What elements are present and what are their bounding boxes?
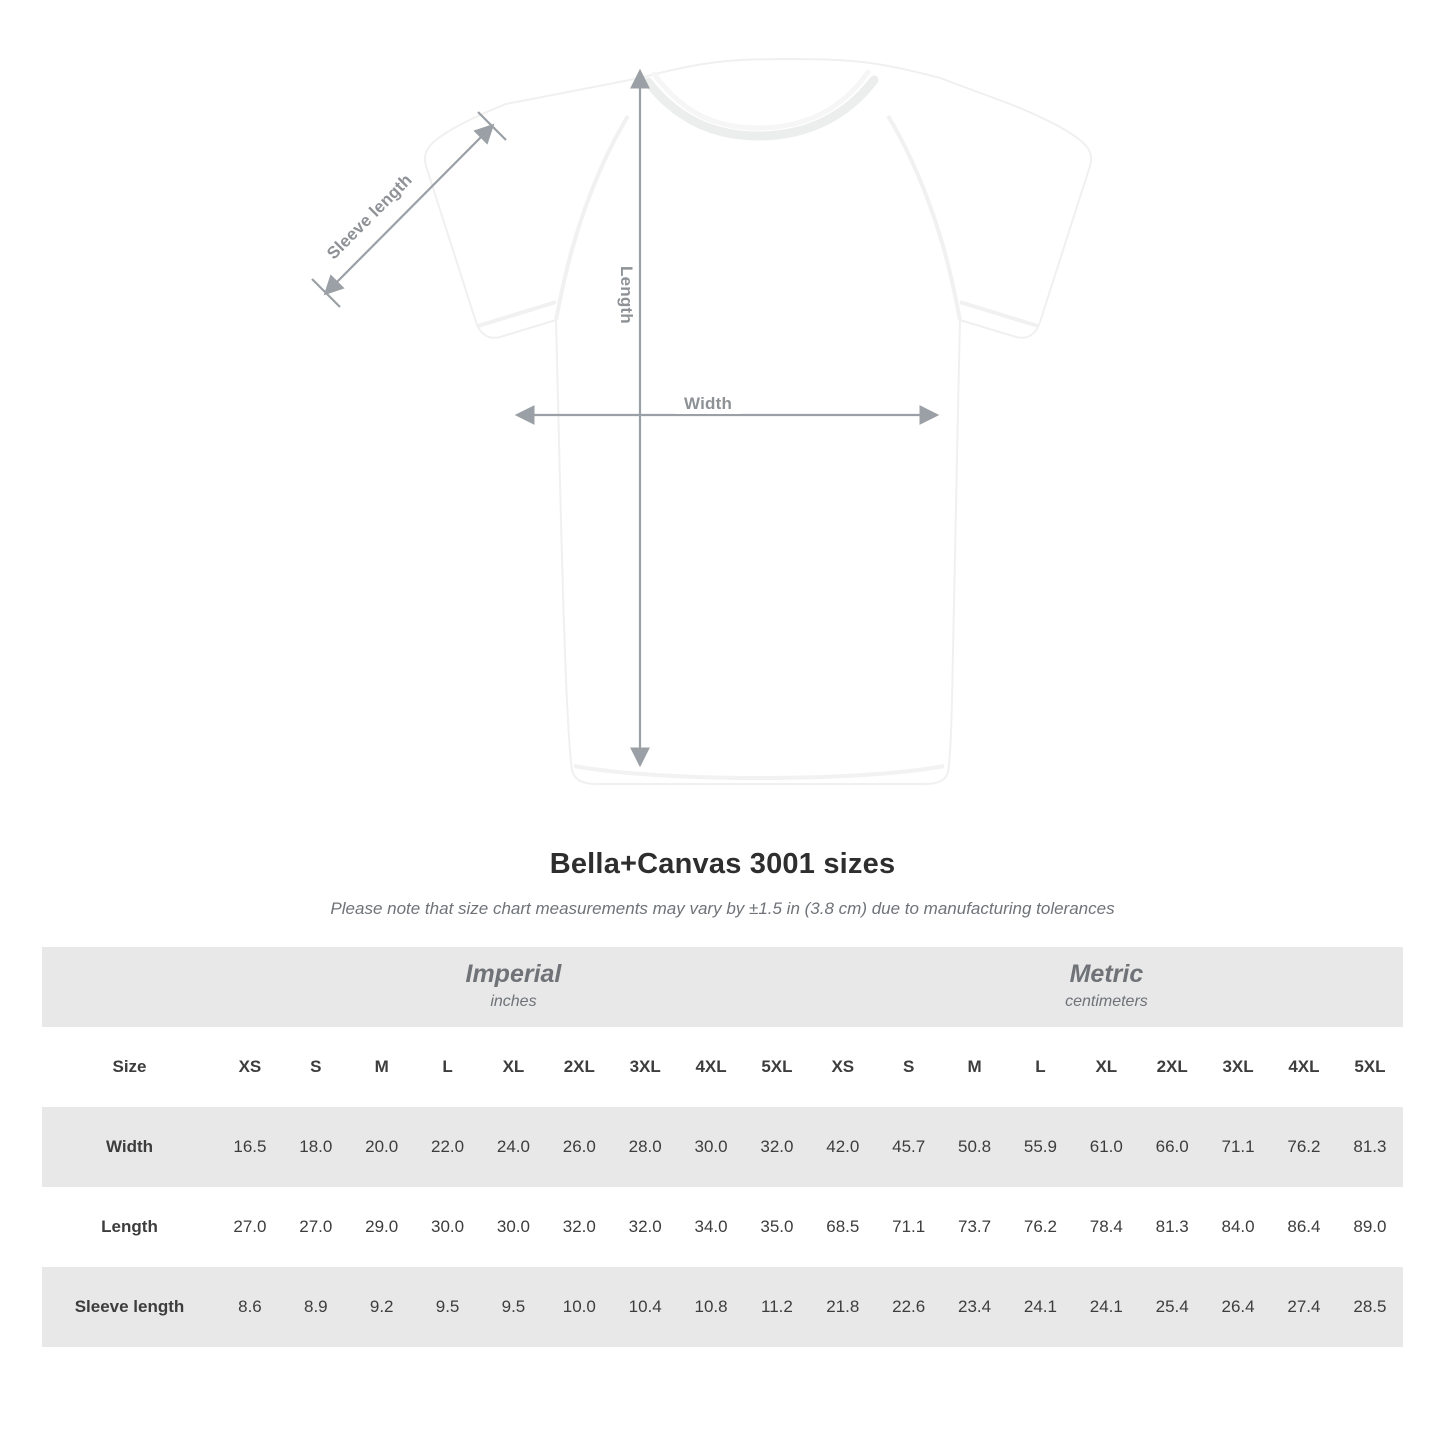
unit-group-metric <box>810 947 1403 1027</box>
unit-group-metric-sub: centimeters <box>1065 992 1148 1010</box>
cell-sleeve-imperial-4xl: 10.8 <box>678 1267 744 1347</box>
col-header-metric-2xl: 2XL <box>1139 1027 1205 1107</box>
cell-length-imperial-xl: 30.0 <box>481 1187 547 1267</box>
cell-length-imperial-s: 27.0 <box>283 1187 349 1267</box>
shirt-shape <box>425 59 1091 784</box>
cell-sleeve-metric-3xl: 26.4 <box>1205 1267 1271 1347</box>
cell-sleeve-metric-xs: 21.8 <box>810 1267 876 1347</box>
cell-width-imperial-l: 22.0 <box>415 1107 481 1187</box>
cell-length-metric-l: 76.2 <box>1008 1187 1074 1267</box>
cell-width-metric-xl: 61.0 <box>1073 1107 1139 1187</box>
cell-length-imperial-2xl: 32.0 <box>546 1187 612 1267</box>
table-row-sleeve-length <box>42 1267 1403 1347</box>
cell-sleeve-metric-xl: 24.1 <box>1073 1267 1139 1347</box>
unit-header-row <box>42 947 1403 1027</box>
cell-width-imperial-xs: 16.5 <box>217 1107 283 1187</box>
cell-sleeve-metric-m: 23.4 <box>942 1267 1008 1347</box>
col-header-metric-3xl: 3XL <box>1205 1027 1271 1107</box>
cell-sleeve-imperial-2xl: 10.0 <box>546 1267 612 1347</box>
cell-sleeve-imperial-s: 8.9 <box>283 1267 349 1347</box>
cell-width-imperial-4xl: 30.0 <box>678 1107 744 1187</box>
cell-width-imperial-m: 20.0 <box>349 1107 415 1187</box>
col-header-imperial-l: L <box>415 1027 481 1107</box>
cell-length-metric-2xl: 81.3 <box>1139 1187 1205 1267</box>
title-block <box>0 848 1445 919</box>
cell-sleeve-imperial-5xl: 11.2 <box>744 1267 810 1347</box>
unit-group-metric-name: Metric <box>1069 959 1144 988</box>
cell-length-metric-3xl: 84.0 <box>1205 1187 1271 1267</box>
cell-length-imperial-m: 29.0 <box>349 1187 415 1267</box>
col-header-imperial-m: M <box>349 1027 415 1107</box>
cell-width-imperial-2xl: 26.0 <box>546 1107 612 1187</box>
cell-sleeve-imperial-l: 9.5 <box>415 1267 481 1347</box>
cell-length-metric-xs: 68.5 <box>810 1187 876 1267</box>
col-header-imperial-5xl: 5XL <box>744 1027 810 1107</box>
sleeve-length-label: Sleeve length <box>319 166 421 268</box>
cell-width-imperial-3xl: 28.0 <box>612 1107 678 1187</box>
cell-sleeve-imperial-xl: 9.5 <box>481 1267 547 1347</box>
col-header-imperial-xl: XL <box>481 1027 547 1107</box>
cell-length-metric-s: 71.1 <box>876 1187 942 1267</box>
cell-length-metric-5xl: 89.0 <box>1337 1187 1403 1267</box>
cell-sleeve-imperial-3xl: 10.4 <box>612 1267 678 1347</box>
cell-length-imperial-5xl: 35.0 <box>744 1187 810 1267</box>
cell-sleeve-metric-4xl: 27.4 <box>1271 1267 1337 1347</box>
cell-length-imperial-3xl: 32.0 <box>612 1187 678 1267</box>
unit-group-imperial <box>217 947 810 1027</box>
cell-length-imperial-l: 30.0 <box>415 1187 481 1267</box>
cell-width-metric-4xl: 76.2 <box>1271 1107 1337 1187</box>
cell-width-metric-3xl: 71.1 <box>1205 1107 1271 1187</box>
row-label-sleeve-length: Sleeve length <box>42 1267 217 1347</box>
col-header-imperial-s: S <box>283 1027 349 1107</box>
cell-width-metric-m: 50.8 <box>942 1107 1008 1187</box>
column-header-row <box>42 1027 1403 1107</box>
cell-width-metric-s: 45.7 <box>876 1107 942 1187</box>
col-header-metric-5xl: 5XL <box>1337 1027 1403 1107</box>
cell-width-imperial-xl: 24.0 <box>481 1107 547 1187</box>
cell-width-metric-xs: 42.0 <box>810 1107 876 1187</box>
row-label-length: Length <box>42 1187 217 1267</box>
tolerance-note: Please note that size chart measurements may vary by ±1.5 in (3.8 cm) due to manufacturing tolerances <box>330 899 1115 918</box>
size-table <box>42 947 1403 1347</box>
col-header-metric-s: S <box>876 1027 942 1107</box>
cell-sleeve-metric-2xl: 25.4 <box>1139 1267 1205 1347</box>
cell-width-imperial-5xl: 32.0 <box>744 1107 810 1187</box>
col-header-imperial-3xl: 3XL <box>612 1027 678 1107</box>
col-header-imperial-2xl: 2XL <box>546 1027 612 1107</box>
col-header-metric-xl: XL <box>1073 1027 1139 1107</box>
cell-length-imperial-xs: 27.0 <box>217 1187 283 1267</box>
col-header-metric-l: L <box>1008 1027 1074 1107</box>
col-header-metric-4xl: 4XL <box>1271 1027 1337 1107</box>
width-label: Width <box>676 394 740 414</box>
cell-sleeve-metric-l: 24.1 <box>1008 1267 1074 1347</box>
cell-sleeve-metric-s: 22.6 <box>876 1267 942 1347</box>
cell-sleeve-imperial-xs: 8.6 <box>217 1267 283 1347</box>
cell-length-metric-4xl: 86.4 <box>1271 1187 1337 1267</box>
col-header-metric-m: M <box>942 1027 1008 1107</box>
cell-sleeve-metric-5xl: 28.5 <box>1337 1267 1403 1347</box>
length-label: Length <box>616 262 636 328</box>
cell-length-imperial-4xl: 34.0 <box>678 1187 744 1267</box>
col-header-imperial-xs: XS <box>217 1027 283 1107</box>
cell-width-imperial-s: 18.0 <box>283 1107 349 1187</box>
row-label-header: Size <box>42 1027 217 1107</box>
cell-sleeve-imperial-m: 9.2 <box>349 1267 415 1347</box>
cell-width-metric-2xl: 66.0 <box>1139 1107 1205 1187</box>
table-row-length <box>42 1187 1403 1267</box>
size-chart <box>42 947 1403 1347</box>
row-label-width: Width <box>42 1107 217 1187</box>
cell-length-metric-m: 73.7 <box>942 1187 1008 1267</box>
cell-width-metric-l: 55.9 <box>1008 1107 1074 1187</box>
unit-group-imperial-name: Imperial <box>465 959 562 988</box>
unit-header-spacer <box>42 947 217 1027</box>
page-title: Bella+Canvas 3001 sizes <box>549 848 896 880</box>
col-header-imperial-4xl: 4XL <box>678 1027 744 1107</box>
table-row-width <box>42 1107 1403 1187</box>
cell-width-metric-5xl: 81.3 <box>1337 1107 1403 1187</box>
cell-length-metric-xl: 78.4 <box>1073 1187 1139 1267</box>
col-header-metric-xs: XS <box>810 1027 876 1107</box>
unit-group-imperial-sub: inches <box>490 992 537 1010</box>
